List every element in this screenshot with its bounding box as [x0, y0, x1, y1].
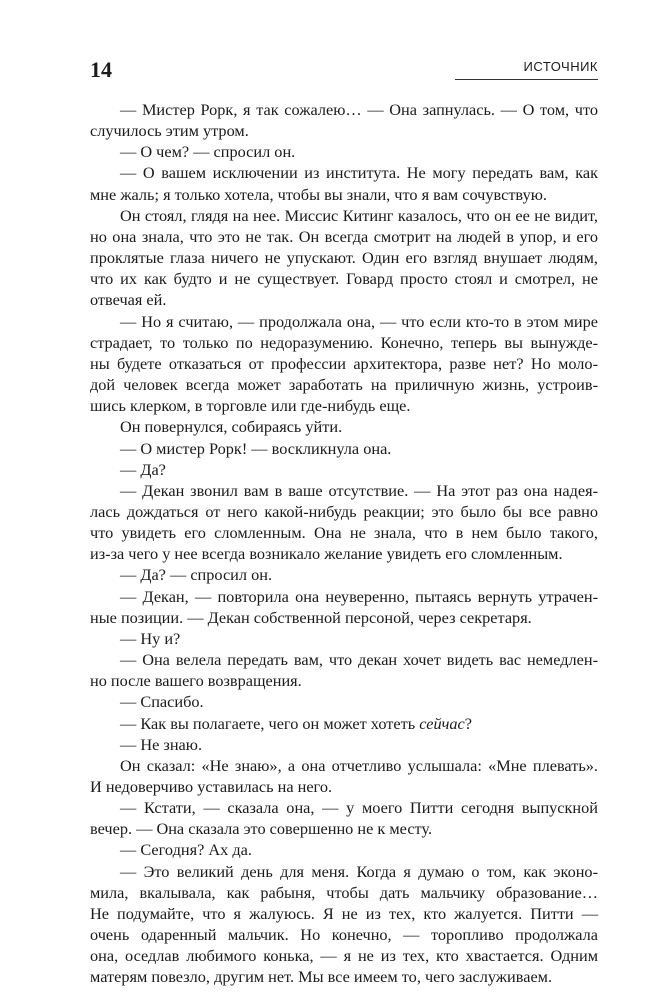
running-title: ИСТОЧНИК	[523, 59, 598, 74]
text-line: — О вашем исключении из института. Не могу передать вам, как	[120, 163, 598, 183]
paragraph	[90, 141, 598, 162]
italic-line-before: — Как вы полагаете, чего он может хотеть	[120, 713, 420, 733]
paragraph	[90, 480, 598, 565]
paragraph	[90, 649, 598, 691]
text-line: Не подумайте, что я жалуюсь. Я не из тех, кто жалуется. Питти —	[90, 903, 598, 923]
text-line: отвечая ей.	[90, 290, 167, 310]
text-line: ны будете отказаться от профессии архитектора, разве нет? Но моло-	[90, 353, 598, 373]
text-body	[90, 99, 598, 988]
italic-line	[90, 713, 598, 734]
text-line: — Она велела передать вам, что декан хочет видеть вас немедлен-	[120, 650, 598, 670]
text-line: — О мистер Рорк! — воскликнула она.	[120, 438, 392, 458]
paragraph	[90, 586, 598, 628]
text-line: вечер. — Она сказала это совершенно не к месту.	[90, 819, 433, 839]
text-line: Он повернулся, собираясь уйти.	[120, 417, 343, 437]
text-line: проклятые глаза ничего не упускают. Один его взгляд внушает людям,	[90, 248, 598, 268]
paragraph-group-2	[90, 734, 598, 988]
text-line: — Но я считаю, — продолжала она, — что если кто-то в этом мире	[120, 311, 598, 331]
text-line: — Да?	[120, 459, 166, 479]
page-number: 14	[90, 57, 112, 82]
text-line: — Кстати, — сказала она, — у моего Питти сегодня выпускной	[120, 798, 598, 818]
text-line: шись клерком, в торговле или где-нибудь еще.	[90, 396, 411, 416]
paragraph	[90, 205, 598, 311]
text-line: мне жаль; я только хотела, чтобы вы знали, что я вам сочувствую.	[90, 184, 547, 204]
text-line: что их как будто и не существует. Говард просто стоял и смотрел, не	[90, 269, 598, 289]
paragraph	[90, 861, 598, 988]
paragraph	[90, 691, 598, 712]
italic-word: сейчас	[419, 713, 465, 733]
paragraph	[90, 416, 598, 437]
italic-line-after: ?	[464, 713, 472, 733]
text-line: Он сказал: «Не знаю», а она отчетливо услышала: «Мне плевать».	[120, 755, 598, 775]
text-line: что увидеть его сломленным. Она не знала, что в нем было такого,	[90, 523, 598, 543]
paragraph	[90, 839, 598, 860]
italic-paragraph	[90, 713, 598, 734]
paragraph	[90, 311, 598, 417]
paragraph	[90, 459, 598, 480]
text-line: страдает, то только по недоразумению. Конечно, теперь вы вынужде-	[90, 332, 598, 352]
paragraph	[90, 797, 598, 839]
paragraph	[90, 438, 598, 459]
text-line: ные позиции. — Декан собственной персоной, через секретаря.	[90, 607, 532, 627]
text-line: Он стоял, глядя на нее. Миссис Китинг казалось, что он ее не видит,	[120, 205, 598, 225]
text-line: очень одаренный мальчик. Но конечно, — торопливо продолжала	[90, 925, 598, 945]
paragraph	[90, 99, 598, 141]
text-line: мила, вкалывала, как рабыня, чтобы дать мальчику образование…	[90, 882, 598, 902]
text-line: — Да? — спросил он.	[120, 565, 273, 585]
text-line: — О чем? — спросил он.	[120, 142, 296, 162]
paragraph	[90, 734, 598, 755]
text-line: И недоверчиво уставилась на него.	[90, 777, 333, 796]
paragraph-group-1	[90, 99, 598, 713]
text-line: из-за чего у нее всегда возникало желание увидеть его сломленным.	[90, 544, 563, 564]
paragraph	[90, 564, 598, 585]
text-line: она, оседлав любимого конька, — я не из тех, кто хвастается. Одним	[90, 946, 598, 966]
text-line: — Это великий день для меня. Когда я думаю о том, как эконо-	[120, 861, 598, 881]
header-rule	[455, 79, 598, 80]
text-line: но она знала, что это не так. Он всегда смотрит на людей в упор, и его	[90, 226, 598, 246]
text-line: но после вашего возвращения.	[90, 671, 302, 691]
text-line: — Декан звонил вам в ваше отсутствие. — На этот раз она надея-	[120, 480, 598, 500]
text-line: — Мистер Рорк, я так сожалею… — Она запнулась. — О том, что	[120, 100, 598, 119]
text-line: — Ну и?	[120, 628, 181, 648]
text-line: лась дождаться от него какой-нибудь реакции; это было бы все равно	[90, 501, 598, 521]
text-line: — Не знаю.	[120, 734, 203, 754]
text-line: матерям повезло, другим нет. Мы все имеем то, чего заслуживаем.	[90, 967, 553, 987]
text-line: дой человек всегда может заработать на приличную жизнь, устроив-	[90, 375, 598, 395]
text-line: — Спасибо.	[120, 692, 204, 712]
text-line: — Сегодня? Ах да.	[120, 840, 252, 860]
paragraph	[90, 755, 598, 797]
paragraph	[90, 162, 598, 204]
text-line: случилось этим утром.	[90, 121, 249, 141]
text-line: — Декан, — повторила она неуверенно, пытаясь вернуть утрачен-	[120, 586, 598, 606]
paragraph	[90, 628, 598, 649]
